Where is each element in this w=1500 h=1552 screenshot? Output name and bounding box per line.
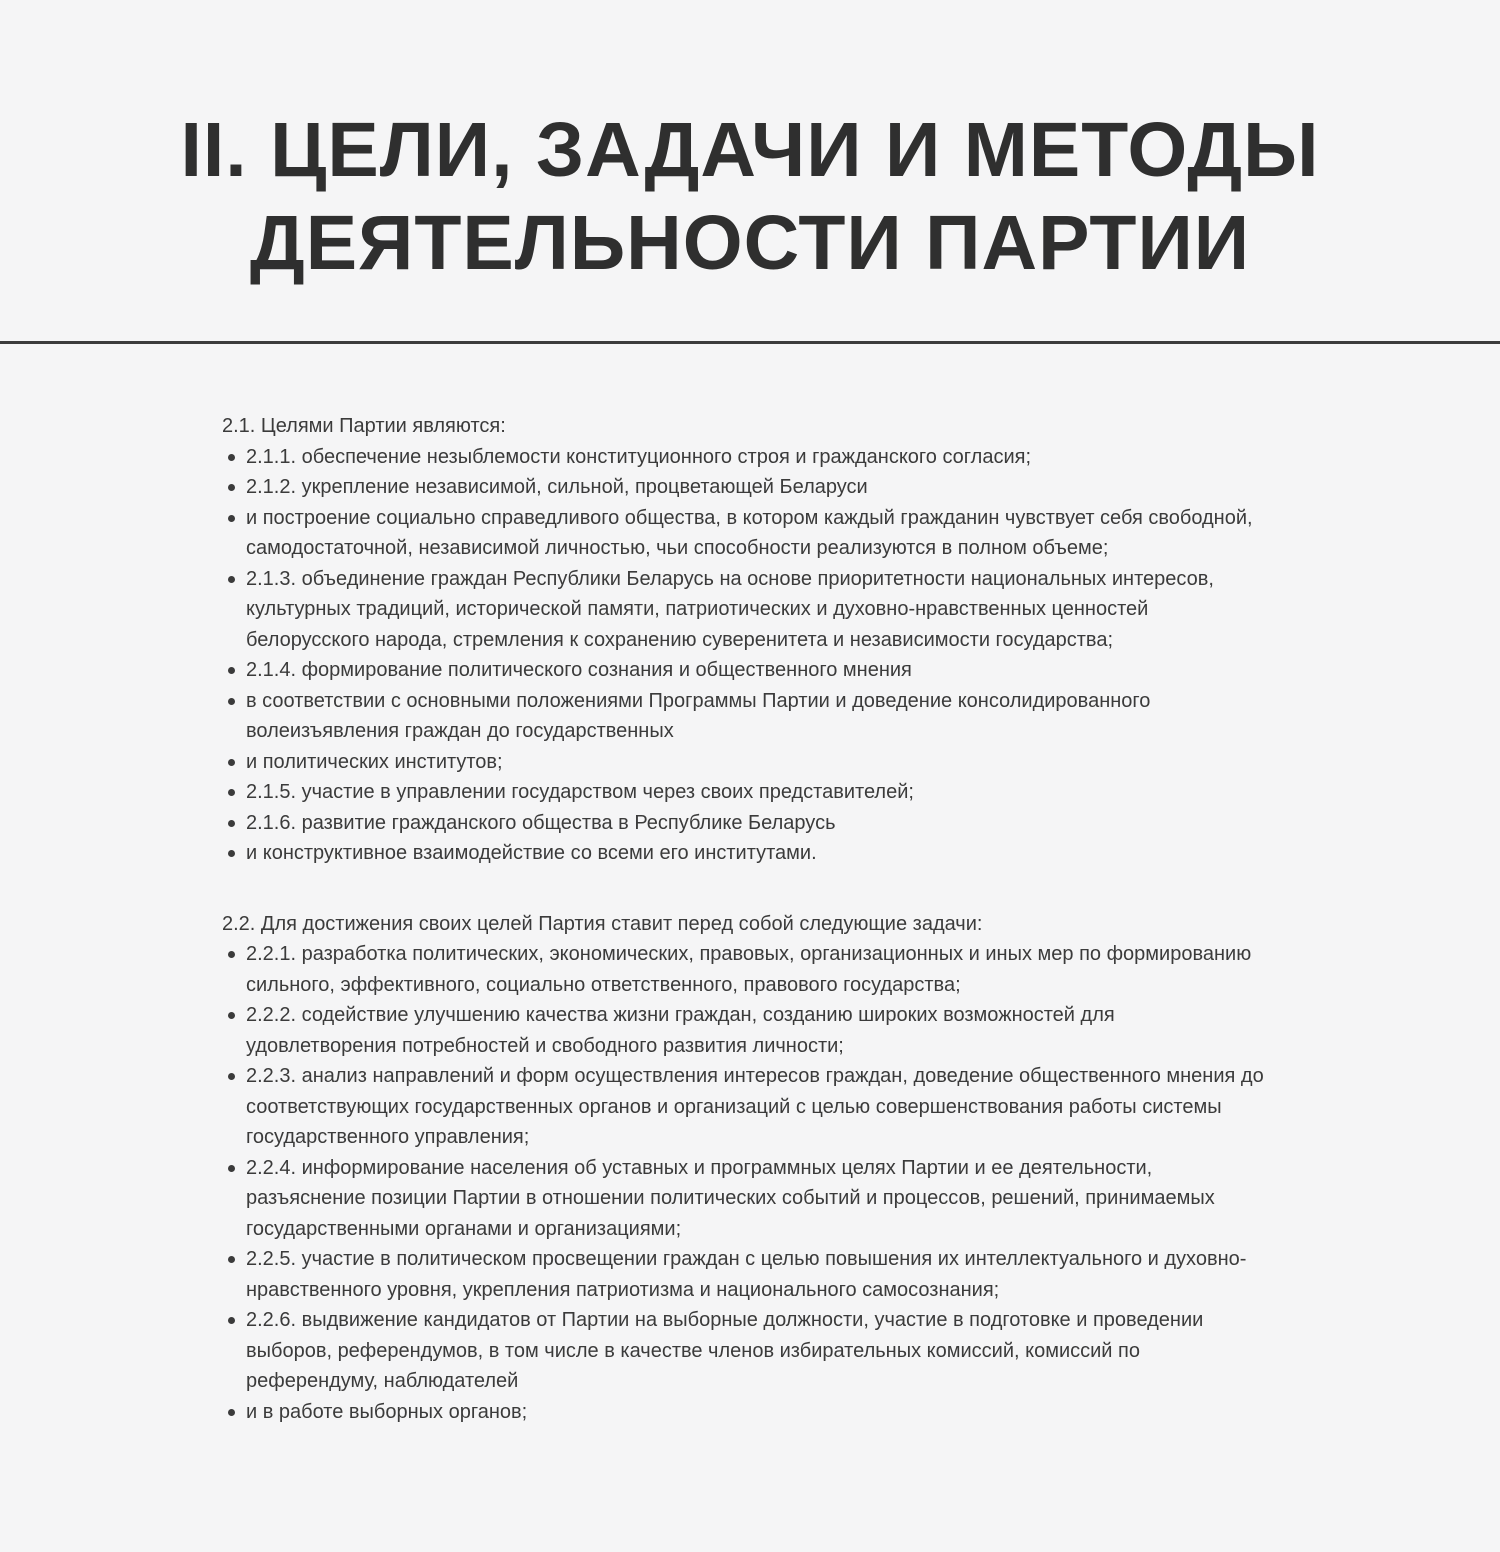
section-divider (0, 341, 1500, 344)
bullet-icon (228, 789, 235, 796)
bullet-icon (228, 1073, 235, 1080)
list-item-text: в соответствии с основными положениями Программы Партии и доведение консолидированного волеизъявления граждан до государственных (246, 689, 1151, 743)
goals-list (222, 442, 1270, 869)
list-item-text: 2.1.4. формирование политического сознания и общественного мнения (246, 659, 912, 682)
bullet-icon (228, 484, 235, 491)
page-title-line-2: ДЕЯТЕЛЬНОСТИ ПАРТИИ (249, 199, 1251, 286)
tasks-list (222, 939, 1270, 1427)
list-item (222, 777, 1270, 808)
bullet-icon (228, 515, 235, 522)
list-item (222, 1061, 1270, 1153)
list-item (222, 564, 1270, 656)
list-item-text: и политических институтов; (246, 750, 503, 773)
list-item (222, 1397, 1270, 1428)
bullet-icon (228, 1165, 235, 1172)
list-item-text: 2.1.1. обеспечение незыблемости конституционного строя и гражданского согласия; (246, 445, 1032, 468)
list-item (222, 1000, 1270, 1061)
list-item-text: 2.2.4. информирование населения об уставных и программных целях Партии и ее деятельности, разъяснение позиции Партии в отношении политических событий и процессов, решений, принимаемых государственными органами и организациями; (246, 1156, 1215, 1240)
list-item (222, 686, 1270, 747)
document-body (222, 411, 1270, 1427)
bullet-icon (228, 698, 235, 705)
list-item-text: 2.2.6. выдвижение кандидатов от Партии на выборные должности, участие в подготовке и проведении выборов, референдумов, в том числе в качестве членов избирательных комиссий, комиссий по референдуму, наблюдателей (246, 1309, 1204, 1393)
section-intro: 2.1. Целями Партии являются: (222, 415, 506, 438)
bullet-icon (228, 667, 235, 674)
section-tasks (222, 909, 1270, 1428)
list-item-text: 2.1.6. развитие гражданского общества в Республике Беларусь (246, 811, 836, 834)
list-item-text: 2.2.2. содействие улучшению качества жизни граждан, созданию широких возможностей для удовлетворения потребностей и свободного развития личности; (246, 1004, 1115, 1057)
bullet-icon (228, 1409, 235, 1416)
list-item-text: и построение социально справедливого общества, в котором каждый гражданин чувствует себя свободной, самодостаточной, независимой личностью, чьи способности реализуются в полном объеме; (246, 506, 1253, 560)
bullet-icon (228, 850, 235, 857)
bullet-icon (228, 759, 235, 766)
list-item-text: и в работе выборных органов; (246, 1400, 528, 1423)
section-intro: 2.2. Для достижения своих целей Партия ставит перед собой следующие задачи: (222, 912, 983, 935)
list-item (222, 747, 1270, 778)
list-item-text: 2.2.1. разработка политических, экономических, правовых, организационных и иных мер по формированию сильного, эффективного, социально ответственного, правового государства; (246, 943, 1252, 996)
list-item (222, 1153, 1270, 1245)
bullet-icon (228, 1256, 235, 1263)
list-item-text: 2.2.3. анализ направлений и форм осуществления интересов граждан, доведение общественного мнения до соответствующих государственных органов и организаций с целью совершенствования работы системы государственного управления; (246, 1065, 1264, 1149)
list-item (222, 442, 1270, 473)
list-item-text: и конструктивное взаимодействие со всеми его институтами. (246, 842, 817, 865)
list-item (222, 503, 1270, 564)
list-item (222, 1244, 1270, 1305)
section-goals (222, 411, 1270, 869)
list-item-text: 2.1.5. участие в управлении государством через своих представителей; (246, 781, 914, 804)
bullet-icon (228, 820, 235, 827)
list-item-text: 2.1.3. объединение граждан Республики Беларусь на основе приоритетности национальных интересов, культурных традиций, исторической памяти, патриотических и духовно-нравственных ценностей белорусского народа, стремления к сохранению суверенитета и независимости государства; (246, 567, 1214, 651)
bullet-icon (228, 1317, 235, 1324)
list-item (222, 838, 1270, 869)
list-item (222, 939, 1270, 1000)
page-title (0, 52, 1500, 290)
bullet-icon (228, 951, 235, 958)
list-item-text: 2.2.5. участие в политическом просвещении граждан с целью повышения их интеллектуального и духовно-нравственного уровня, укрепления патриотизма и национального самосознания; (246, 1248, 1247, 1301)
list-item (222, 472, 1270, 503)
bullet-icon (228, 454, 235, 461)
list-item (222, 1305, 1270, 1397)
list-item (222, 808, 1270, 839)
list-item (222, 655, 1270, 686)
bullet-icon (228, 1012, 235, 1019)
page-title-line-1: II. ЦЕЛИ, ЗАДАЧИ И МЕТОДЫ (180, 106, 1320, 193)
bullet-icon (228, 576, 235, 583)
list-item-text: 2.1.2. укрепление независимой, сильной, процветающей Беларуси (246, 476, 868, 499)
